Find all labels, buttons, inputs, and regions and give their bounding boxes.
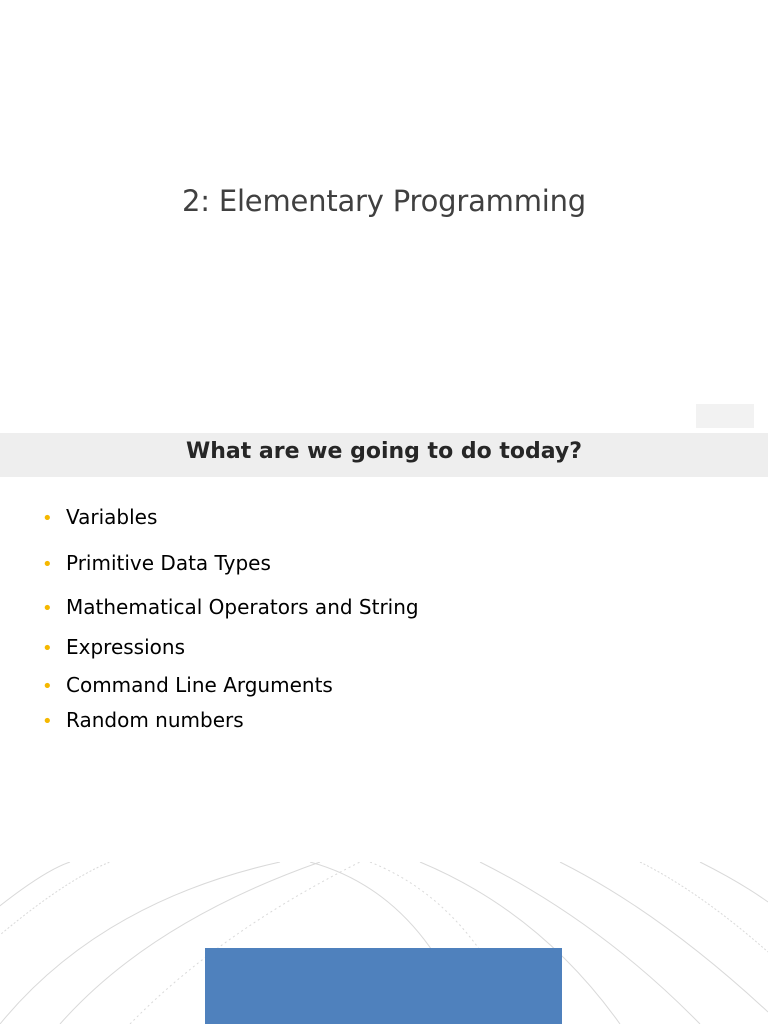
agenda-item-label: Expressions (66, 635, 185, 659)
section-heading: What are we going to do today? (185, 439, 583, 464)
agenda-item-label: Command Line Arguments (66, 673, 333, 697)
bullet-icon: • (42, 554, 53, 575)
agenda-item-label: Mathematical Operators and String (66, 595, 419, 619)
agenda-item (42, 708, 244, 732)
agenda-item (42, 505, 157, 529)
agenda-item (42, 635, 185, 659)
agenda-item (42, 673, 333, 697)
slide-title: 2: Elementary Programming (181, 184, 587, 218)
blue-block (205, 948, 562, 1024)
agenda-item (42, 551, 271, 575)
bullet-icon: • (42, 508, 53, 529)
agenda-item-label: Variables (66, 505, 158, 529)
agenda-item-label: Primitive Data Types (66, 551, 271, 575)
placeholder-box (696, 404, 754, 428)
agenda-item (42, 595, 419, 619)
bullet-icon: • (42, 598, 53, 619)
bullet-icon: • (42, 711, 53, 732)
bullet-icon: • (42, 676, 53, 697)
bullet-icon: • (42, 638, 53, 659)
agenda-item-label: Random numbers (66, 708, 244, 732)
